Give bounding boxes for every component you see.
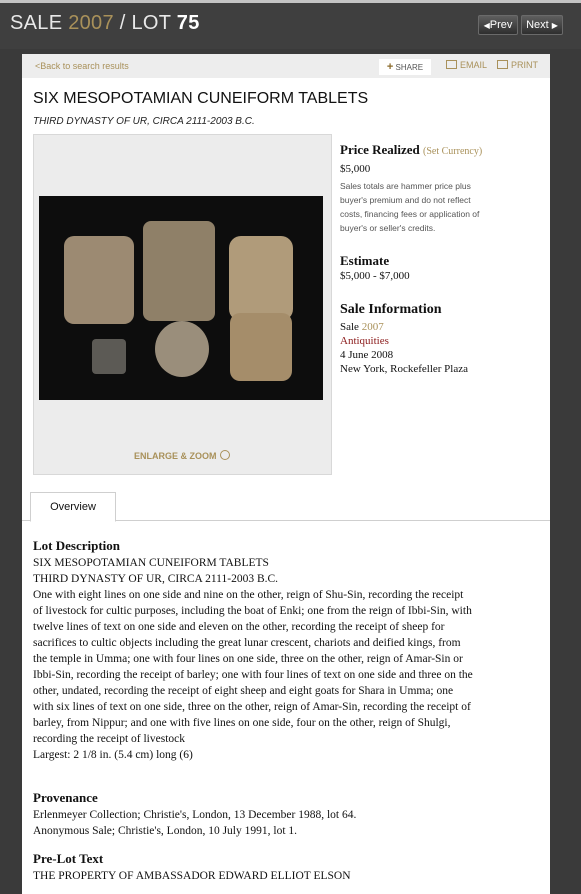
lot-subtitle: THIRD DYNASTY OF UR, CIRCA 2111-2003 B.C. xyxy=(33,116,255,127)
price-note-line: costs, financing fees or application of xyxy=(340,209,480,219)
set-currency-link[interactable]: (Set Currency) xyxy=(423,146,483,157)
prelot-text: THE PROPERTY OF AMBASSADOR EDWARD ELLIOT ELSON xyxy=(33,870,351,882)
provenance-line: Erlenmeyer Collection; Christie's, London, 13 December 1988, lot 64. xyxy=(33,809,357,821)
envelope-icon xyxy=(446,60,457,69)
back-to-results-link[interactable]: <Back to search results xyxy=(35,61,129,71)
description-line: THIRD DYNASTY OF UR, CIRCA 2111-2003 B.C. xyxy=(33,573,279,585)
sale-prefix: SALE xyxy=(10,12,63,34)
email-link[interactable] xyxy=(446,60,487,70)
description-line: SIX MESOPOTAMIAN CUNEIFORM TABLETS xyxy=(33,557,269,569)
description-line: sacrifices to cultic objects including the great lunar crescent, chariots and deified kings, from xyxy=(33,637,461,649)
panel-toolbar xyxy=(22,54,550,78)
enlarge-label: ENLARGE & ZOOM xyxy=(134,451,217,461)
tab-bar xyxy=(22,492,550,521)
sale-year: 2007 xyxy=(68,12,114,34)
share-button[interactable] xyxy=(379,59,431,75)
price-realized xyxy=(340,142,482,235)
prev-label: Prev xyxy=(489,19,513,31)
sale-lot-heading xyxy=(10,12,200,35)
printer-icon xyxy=(497,60,508,69)
lot-number: 75 xyxy=(176,12,200,34)
pre-lot-text xyxy=(33,850,543,884)
description-heading: Lot Description xyxy=(33,538,121,553)
provenance-line: Anonymous Sale; Christie's, London, 10 July 1991, lot 1. xyxy=(33,825,298,837)
magnifier-icon xyxy=(220,450,230,460)
tablets-image xyxy=(39,196,323,400)
provenance-heading: Provenance xyxy=(33,790,98,805)
tab-overview[interactable]: Overview xyxy=(30,492,116,522)
chevron-right-icon: ▶ xyxy=(551,21,558,30)
description-line: One with eight lines on one side and nine on the other, reign of Shu-Sin, recording the receipt xyxy=(33,589,464,601)
description-line: Ibbi-Sin, recording the receipt of barley; one with four lines of text on one side and three on the xyxy=(33,669,473,681)
print-link[interactable] xyxy=(497,60,538,70)
sale-label: Sale xyxy=(340,321,359,333)
price-note-line: Sales totals are hammer price plus xyxy=(340,181,471,191)
plus-icon: + xyxy=(386,61,394,73)
sale-number-link[interactable]: 2007 xyxy=(361,321,384,333)
sale-category-link[interactable]: Antiquities xyxy=(340,335,389,347)
price-note-line: buyer's premium and do not reflect xyxy=(340,195,471,205)
next-button[interactable] xyxy=(521,15,563,35)
email-label: EMAIL xyxy=(460,60,488,70)
description-line: of livestock for cultic purposes, including the boat of Enki; one from the reign of Ibbi-Sin, with xyxy=(33,605,472,617)
price-note xyxy=(340,179,482,235)
enlarge-zoom-link[interactable] xyxy=(134,450,230,461)
lot-title: SIX MESOPOTAMIAN CUNEIFORM TABLETS xyxy=(33,90,369,107)
sale-date: 4 June 2008 xyxy=(340,349,394,361)
description-line: recording the receipt of livestock xyxy=(33,733,185,745)
description-line: Largest: 2 1/8 in. (5.4 cm) long (6) xyxy=(33,749,193,761)
description-line: the temple in Umma; one with four lines on one side, three on the other, reign of Amar-Sin or xyxy=(33,653,463,665)
lot-description xyxy=(33,537,543,763)
price-heading-row xyxy=(340,142,482,158)
prelot-heading: Pre-Lot Text xyxy=(33,851,104,866)
prev-button[interactable] xyxy=(478,15,518,35)
description-line: with six lines of text on one side, three on the other, reign of Amar-Sin, recording the receipt of xyxy=(33,701,471,713)
price-heading: Price Realized xyxy=(340,142,420,157)
sale-information xyxy=(340,302,468,376)
next-label: Next xyxy=(526,19,549,31)
lot-panel xyxy=(22,54,550,894)
top-bar xyxy=(0,0,581,49)
chevron-left-icon: ◀ xyxy=(483,21,490,30)
share-label: SHARE xyxy=(395,63,424,72)
heading-separator: / xyxy=(119,12,126,34)
price-value: $5,000 xyxy=(340,163,371,175)
estimate-value: $5,000 - $7,000 xyxy=(340,270,410,282)
lot-prefix: LOT xyxy=(131,12,171,34)
image-box xyxy=(33,134,332,475)
description-line: twelve lines of text on one side and eleven on the other, recording the receipt of sheep for xyxy=(33,621,445,633)
estimate xyxy=(340,253,410,282)
sale-number-row xyxy=(340,320,468,334)
lot-photo[interactable] xyxy=(39,196,323,400)
price-note-line: buyer's or seller's credits. xyxy=(340,223,436,233)
description-line: barley, from Nippur; and one with five lines on one side, four on the other, reign of Shulgi, xyxy=(33,717,451,729)
sale-info-heading: Sale Information xyxy=(340,302,442,317)
estimate-heading: Estimate xyxy=(340,253,390,268)
print-label: PRINT xyxy=(511,60,538,70)
description-line: other, undated, recording the receipt of eight sheep and eight goats for Shara in Umma; one xyxy=(33,685,454,697)
sale-location: New York, Rockefeller Plaza xyxy=(340,363,468,375)
provenance xyxy=(33,789,543,839)
